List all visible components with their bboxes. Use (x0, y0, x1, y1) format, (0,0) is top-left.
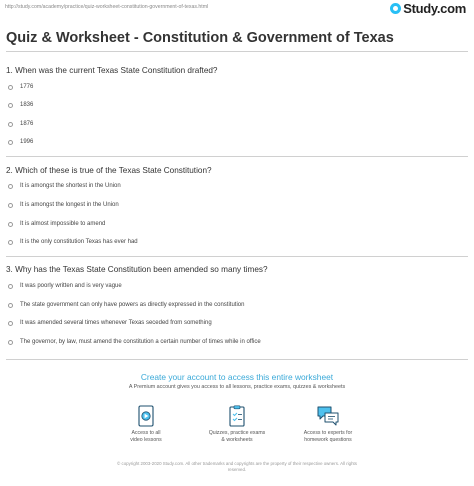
copyright-line-1: © copyright 2003-2020 Study.com. All other trademarks and copyrights are the property of their respective owners. All rights (117, 461, 357, 466)
option-q2-4[interactable] (8, 237, 138, 247)
feature-experts (288, 405, 368, 443)
radio-button[interactable] (8, 184, 13, 189)
option-q1-2[interactable] (8, 100, 33, 110)
radio-button[interactable] (8, 240, 13, 245)
divider (6, 51, 468, 52)
copyright-line-2: reserved. (227, 467, 247, 472)
option-label: It is the only constitution Texas has ever had (20, 239, 138, 245)
expert-chat-icon (316, 405, 340, 427)
logo-text: Study.com (403, 1, 466, 16)
option-label: It was poorly written and is very vague (20, 283, 122, 289)
option-label: The governor, by law, must amend the constitution a certain number of times while in office (20, 339, 261, 345)
option-label: 1876 (20, 121, 34, 127)
page-url: http://study.com/academy/practice/quiz-worksheet-constitution-government-of-texas.html (5, 4, 209, 10)
feature-video-lessons (106, 405, 186, 443)
quiz-worksheet-icon (227, 405, 247, 427)
feature-label-line2: video lessons (130, 436, 162, 443)
question-3-text: 3. Why has the Texas State Constitution been amended so many times? (6, 265, 268, 274)
option-label: It is almost impossible to amend (20, 221, 106, 227)
option-q3-1[interactable] (8, 281, 122, 291)
feature-label-line2: & worksheets (221, 436, 253, 443)
radio-button[interactable] (8, 340, 13, 345)
feature-label-line2: homework questions (304, 436, 352, 443)
option-label: 1836 (20, 102, 34, 108)
option-q3-2[interactable] (8, 300, 244, 310)
video-lesson-icon (137, 405, 155, 427)
radio-button[interactable] (8, 203, 13, 208)
radio-button[interactable] (8, 140, 13, 145)
promo-subtitle: A Premium account gives you access to all lessons, practice exams, quizzes & worksheets (128, 384, 346, 390)
radio-button[interactable] (8, 284, 13, 289)
logo-icon (390, 3, 401, 14)
option-q2-1[interactable] (8, 181, 121, 191)
radio-button[interactable] (8, 103, 13, 108)
option-label: The state government can only have powers as directly expressed in the constitution (20, 302, 245, 308)
option-q2-2[interactable] (8, 200, 119, 210)
page-title: Quiz & Worksheet - Constitution & Government of Texas (6, 30, 394, 46)
feature-label-line1: Access to experts for (303, 430, 353, 436)
question-1-text: 1. When was the current Texas State Constitution drafted? (6, 66, 218, 75)
option-q3-4[interactable] (8, 337, 261, 347)
option-label: It is amongst the shortest in the Union (20, 183, 121, 189)
feature-quizzes (197, 405, 277, 443)
radio-button[interactable] (8, 85, 13, 90)
divider (6, 359, 468, 360)
study-logo[interactable] (390, 1, 466, 16)
radio-button[interactable] (8, 222, 13, 227)
option-q3-3[interactable] (8, 318, 212, 328)
option-label: It is amongst the longest in the Union (20, 202, 119, 208)
option-label: It was amended several times whenever Texas seceded from something (20, 320, 212, 326)
divider (6, 256, 468, 257)
divider (6, 156, 468, 157)
option-q2-3[interactable] (8, 219, 105, 229)
feature-label-line1: Quizzes, practice exams (208, 430, 266, 436)
option-q1-3[interactable] (8, 119, 33, 129)
question-2-text: 2. Which of these is true of the Texas State Constitution? (6, 166, 212, 175)
top-bar (0, 0, 474, 22)
option-label: 1776 (20, 84, 34, 90)
radio-button[interactable] (8, 303, 13, 308)
radio-button[interactable] (8, 122, 13, 127)
create-account-link[interactable]: Create your account to access this entire worksheet (140, 372, 334, 382)
copyright-footer (0, 461, 474, 473)
option-q1-4[interactable] (8, 137, 33, 147)
radio-button[interactable] (8, 321, 13, 326)
option-q1-1[interactable] (8, 82, 33, 92)
option-label: 1996 (20, 139, 34, 145)
feature-label-line1: Access to all (131, 430, 161, 436)
